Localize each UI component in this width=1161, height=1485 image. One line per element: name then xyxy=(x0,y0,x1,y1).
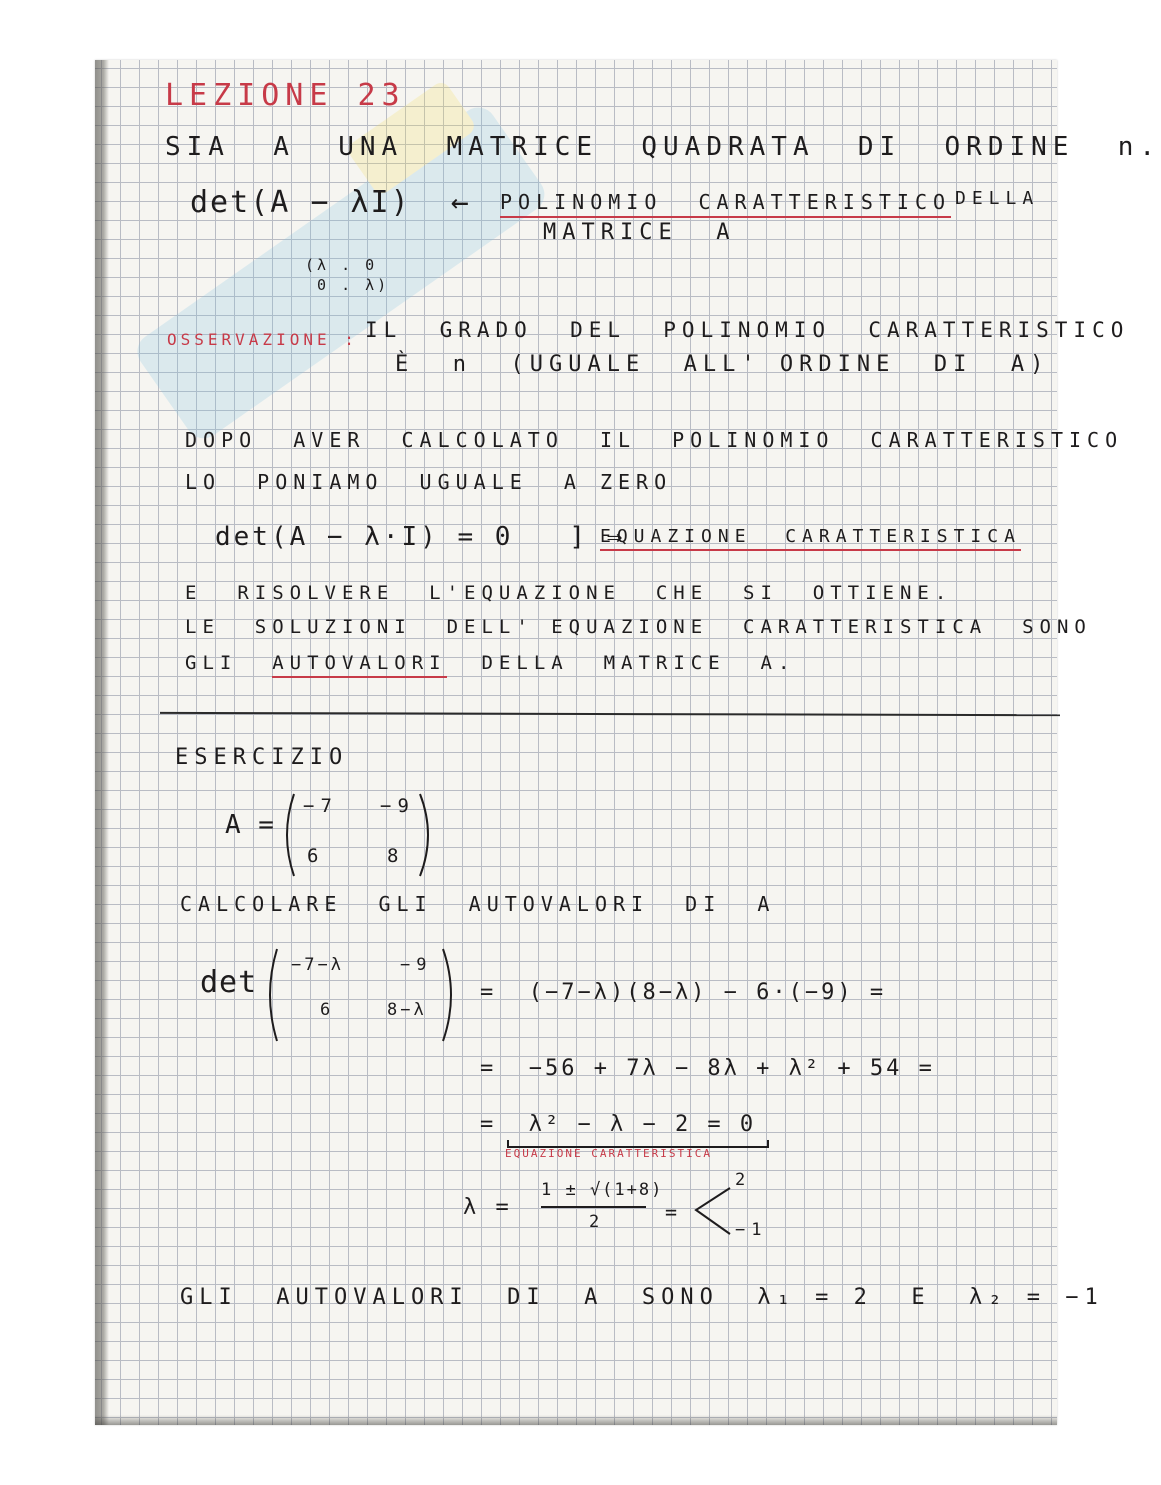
solve-line: E RISOLVERE L'EQUAZIONE CHE SI OTTIENE. xyxy=(185,582,953,604)
det-step-3: = λ² − λ − 2 = 0 xyxy=(480,1112,757,1137)
identity-sketch: (λ . 0 0 . λ) xyxy=(305,256,390,294)
root-1: 2 xyxy=(735,1170,752,1190)
page-edge-shadow xyxy=(95,60,109,1425)
det-step-2: = −56 + 7λ − 8λ + λ² + 54 = xyxy=(480,1056,935,1081)
intro-line: SIA A UNA MATRICE QUADRATA DI ORDINE n. xyxy=(165,132,1161,162)
fraction-numerator: 1 ± √(1+8) xyxy=(541,1180,664,1200)
det-matrix-d22: 8−λ xyxy=(387,1000,427,1020)
solutions-line-1: LE SOLUZIONI DELL' EQUAZIONE CARATTERISTICA SONO xyxy=(185,616,1092,638)
equals-sign: = xyxy=(665,1200,684,1224)
section-divider xyxy=(160,712,1060,716)
matrix-word: MATRICE A xyxy=(543,220,736,245)
det-matrix-d11: −7−λ xyxy=(291,955,344,975)
after-line-2: LO PONIAMO UGUALE A ZERO xyxy=(185,470,673,494)
matrix-a-m12: −9 xyxy=(380,795,415,817)
char-poly-tail: DELLA xyxy=(955,188,1040,209)
matrix-a-m11: −7 xyxy=(303,795,338,817)
char-poly-label: POLINOMIO CARATTERISTICO xyxy=(500,190,951,214)
lesson-title: LEZIONE 23 xyxy=(165,78,406,113)
exercise-task: CALCOLARE GLI AUTOVALORI DI A xyxy=(180,892,776,916)
det-step-1: = (−7−λ)(8−λ) − 6·(−9) = xyxy=(480,980,887,1005)
matrix-a-label: A = xyxy=(225,810,275,840)
page-bottom-shadow xyxy=(95,1415,1057,1425)
det-equation: det(A − λ·I) = 0 ] ⇒ xyxy=(215,522,626,552)
exercise-title: ESERCIZIO xyxy=(175,745,349,770)
matrix-a-m21: 6 xyxy=(307,845,325,867)
solutions-line-2: GLI AUTOVALORI DELLA MATRICE A. xyxy=(185,652,795,674)
characteristic-equation-note: EQUAZIONE CARATTERISTICA xyxy=(505,1147,712,1160)
root-2: −1 xyxy=(735,1220,768,1240)
conclusion: GLI AUTOVALORI DI A SONO λ₁ = 2 E λ₂ = −1 xyxy=(180,1285,1104,1310)
observation-line-1: IL GRADO DEL POLINOMIO CARATTERISTICO xyxy=(365,318,1130,342)
observation-label: OSSERVAZIONE : xyxy=(167,330,358,349)
det-matrix-d12: −9 xyxy=(400,955,433,975)
det-word: det xyxy=(200,965,258,1000)
det-expression: det(A − λI) ← xyxy=(190,185,471,220)
root-branch xyxy=(690,1180,740,1240)
fraction-denominator: 2 xyxy=(589,1212,606,1232)
char-equation-label: EQUAZIONE CARATTERISTICA xyxy=(600,526,1021,547)
after-line-1: DOPO AVER CALCOLATO IL POLINOMIO CARATTERISTICO xyxy=(185,428,1124,452)
det-matrix-d21: 6 xyxy=(320,1000,337,1020)
observation-line-2: È n (UGUALE ALL' ORDINE DI A) xyxy=(395,352,1050,377)
notebook-page xyxy=(95,60,1161,1425)
matrix-a-m22: 8 xyxy=(387,845,405,867)
lambda-equation: λ = xyxy=(463,1195,512,1220)
fraction-bar xyxy=(541,1206,646,1208)
